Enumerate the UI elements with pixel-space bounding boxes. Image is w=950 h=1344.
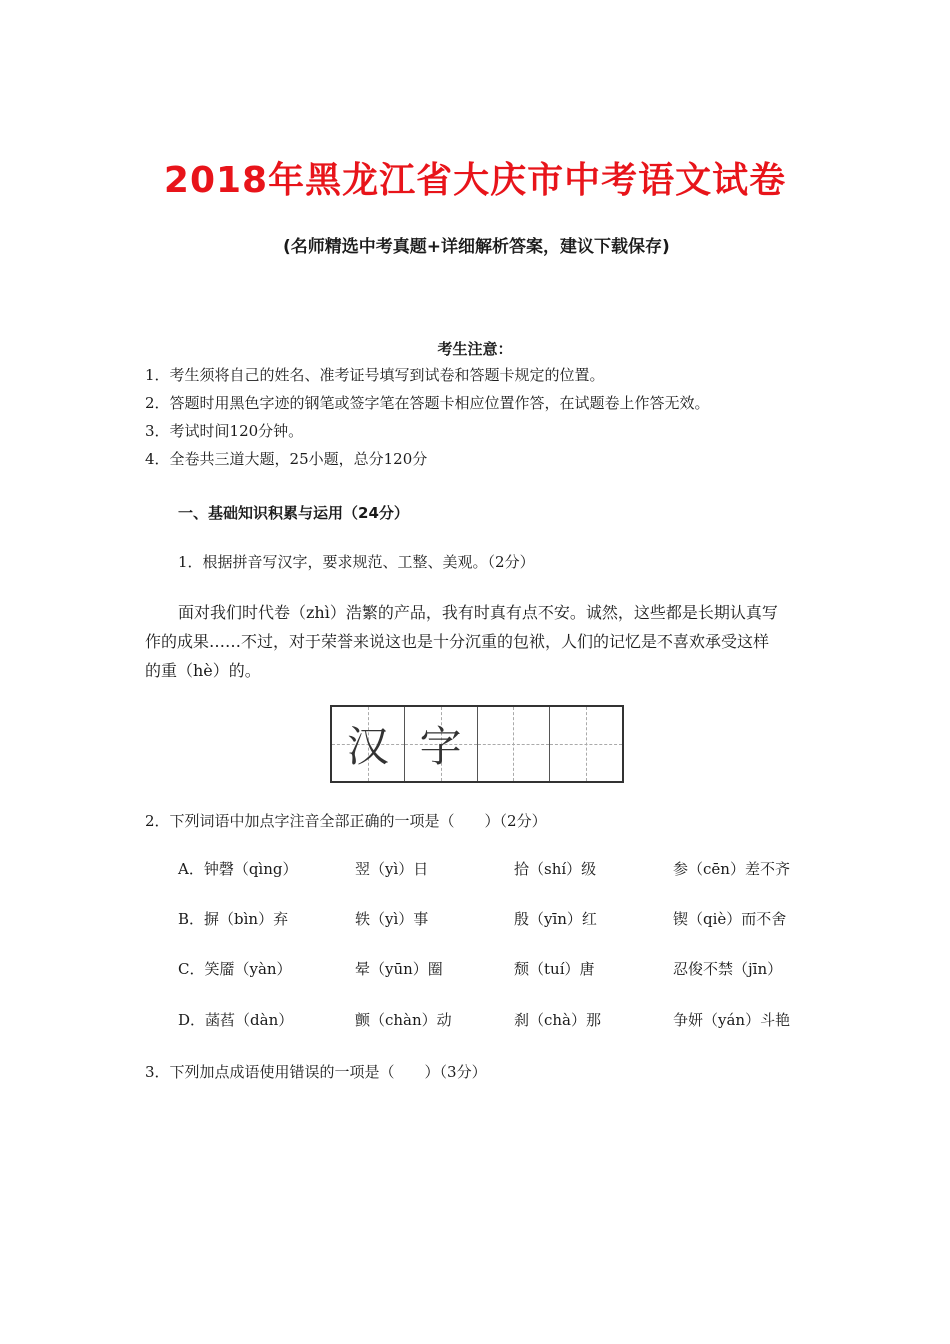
section-title: 一、基础知识积累与运用（24分） (178, 504, 409, 522)
passage-line: 面对我们时代卷（zhì）浩繁的产品，我有时真有点不安。诚然，这些都是长期认真写 (178, 603, 778, 622)
grid-char: 字 (419, 722, 462, 771)
exam-title: 2018年黑龙江省大庆市中考语文试卷 (163, 160, 787, 201)
writing-grid (330, 705, 624, 783)
grid-cell (405, 707, 478, 781)
option-b-1: B．摒（bìn）弃 (178, 910, 289, 928)
grid-cell (550, 707, 622, 781)
grid-cell (478, 707, 551, 781)
notice-item: 1．考生须将自己的姓名、准考证号填写到试卷和答题卡规定的位置。 (145, 366, 605, 384)
question-2-stem: 2．下列词语中加点字注音全部正确的一项是（ ）（2分） (145, 812, 547, 830)
option-a-2: 翌（yì）日 (355, 860, 429, 878)
passage-line: 的重（hè）的。 (145, 661, 261, 680)
option-b-2: 轶（yì）事 (355, 910, 429, 928)
option-b-4: 锲（qiè）而不舍 (673, 910, 787, 928)
option-c-4: 忍俊不禁（jīn） (673, 960, 783, 978)
notice-item: 4．全卷共三道大题，25小题，总分120分 (145, 450, 428, 468)
exam-subtitle: (名师精选中考真题+详细解析答案，建议下载保存) (283, 237, 670, 257)
option-c-1: C．笑靥（yàn） (178, 960, 292, 978)
notice-item: 3．考试时间120分钟。 (145, 422, 304, 440)
option-d-4: 争妍（yán）斗艳 (673, 1011, 791, 1029)
grid-cell (332, 707, 405, 781)
option-a-3: 拾（shí）级 (514, 860, 597, 878)
option-d-1: D．菡萏（dàn） (178, 1011, 294, 1029)
option-d-2: 颤（chàn）动 (355, 1011, 452, 1029)
option-d-3: 刹（chà）那 (514, 1011, 602, 1029)
grid-char: 汉 (346, 722, 389, 771)
passage-line: 作的成果……不过，对于荣誉来说这也是十分沉重的包袱，人们的记忆是不喜欢承受这样 (145, 632, 770, 651)
notice-heading: 考生注意： (437, 340, 513, 358)
question-1-stem: 1．根据拼音写汉字，要求规范、工整、美观。（2分） (178, 553, 535, 571)
option-a-1: A．钟磬（qìng） (178, 860, 298, 878)
option-c-3: 颓（tuí）唐 (514, 960, 595, 978)
question-3-stem: 3．下列加点成语使用错误的一项是（ ）（3分） (145, 1063, 487, 1081)
notice-item: 2．答题时用黑色字迹的钢笔或签字笔在答题卡相应位置作答，在试题卷上作答无效。 (145, 394, 710, 412)
option-c-2: 晕（yūn）圈 (355, 960, 443, 978)
option-a-4: 参（cēn）差不齐 (673, 860, 790, 878)
option-b-3: 殷（yīn）红 (514, 910, 597, 928)
